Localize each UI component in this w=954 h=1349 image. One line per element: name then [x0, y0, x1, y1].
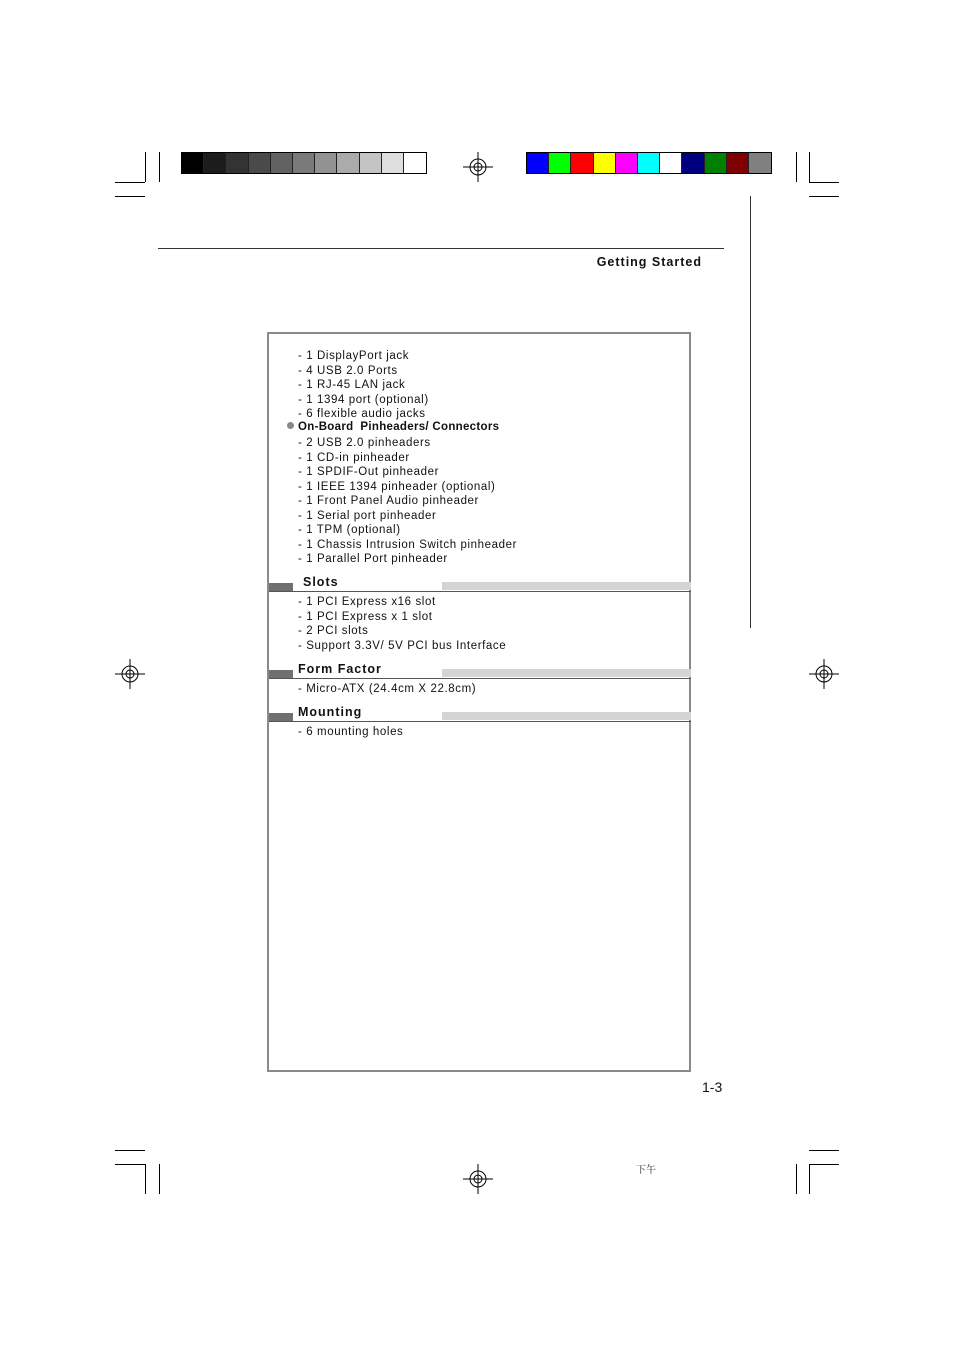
list-item: - 1 Front Panel Audio pinheader: [298, 495, 479, 507]
section-marker: [269, 713, 293, 721]
list-item: - Support 3.3V/ 5V PCI bus Interface: [298, 639, 507, 652]
list-item: - 1 IEEE 1394 pinheader (optional): [298, 480, 496, 493]
list-item: - 2 PCI slots: [298, 625, 369, 637]
crop-mark: [809, 1164, 839, 1165]
color-swatch: [293, 153, 315, 173]
form-factor-heading: Form Factor: [298, 662, 382, 676]
color-swatch: [594, 153, 616, 173]
list-item: - 1 PCI Express x 1 slot: [298, 610, 433, 623]
color-swatch: [337, 153, 359, 173]
list-item: - 1 Chassis Intrusion Switch pinheader: [298, 538, 518, 551]
slots-heading: Slots: [303, 575, 339, 589]
list-item: - 4 USB 2.0 Ports: [298, 364, 398, 377]
section-bar: [442, 669, 691, 677]
crop-mark: [115, 182, 145, 183]
section-rule: [269, 591, 691, 592]
section-rule: [269, 721, 691, 722]
color-swatch: [360, 153, 382, 173]
page-number: 1-3: [702, 1079, 723, 1095]
grayscale-color-bar: [181, 152, 427, 174]
list-item: - 1 1394 port (optional): [298, 393, 429, 406]
list-item: - Micro-ATX (24.4cm X 22.8cm): [298, 683, 477, 695]
specification-box: [267, 332, 691, 1072]
crop-mark: [809, 182, 839, 183]
registration-mark-icon: [809, 659, 839, 689]
onboard-heading-label: On-Board Pinheaders/ Connectors: [298, 421, 500, 433]
color-swatch: [271, 153, 293, 173]
color-swatch: [382, 153, 404, 173]
crop-mark: [796, 152, 797, 182]
section-bar: [442, 582, 691, 590]
crop-mark: [115, 1164, 145, 1165]
color-bar: [526, 152, 772, 174]
color-swatch: [549, 153, 571, 173]
crop-mark: [809, 1164, 810, 1194]
crop-mark: [809, 152, 810, 182]
color-swatch: [204, 153, 226, 173]
list-item: - 1 CD-in pinheader: [298, 451, 410, 464]
crop-mark: [145, 1164, 146, 1194]
list-item: - 1 PCI Express x16 slot: [298, 596, 436, 608]
mounting-heading: Mounting: [298, 705, 363, 719]
bullet-icon: [287, 422, 294, 429]
color-swatch: [682, 153, 704, 173]
print-slug: 下午: [636, 1165, 656, 1176]
section-rule: [269, 678, 691, 679]
crop-mark: [115, 196, 145, 197]
list-item: - 1 DisplayPort jack: [298, 350, 410, 362]
section-marker: [269, 583, 293, 591]
list-item: - 6 mounting holes: [298, 726, 404, 738]
list-item: - 6 flexible audio jacks: [298, 408, 426, 420]
color-swatch: [616, 153, 638, 173]
color-swatch: [404, 153, 426, 173]
header-rule: [158, 248, 724, 249]
crop-mark: [809, 1150, 839, 1151]
section-bar: [442, 712, 691, 720]
crop-mark: [145, 152, 146, 182]
color-swatch: [660, 153, 682, 173]
registration-mark-icon: [463, 152, 493, 182]
section-marker: [269, 670, 293, 678]
color-swatch: [527, 153, 549, 173]
list-item: - 2 USB 2.0 pinheaders: [298, 437, 431, 449]
crop-mark: [796, 1164, 797, 1194]
color-swatch: [182, 153, 204, 173]
color-swatch: [749, 153, 771, 173]
color-swatch: [315, 153, 337, 173]
color-swatch: [638, 153, 660, 173]
crop-mark: [809, 196, 839, 197]
color-swatch: [727, 153, 749, 173]
list-item: - 1 Serial port pinheader: [298, 509, 437, 522]
registration-mark-icon: [115, 659, 145, 689]
list-item: - 1 SPDIF-Out pinheader: [298, 466, 439, 478]
list-item: - 1 TPM (optional): [298, 524, 401, 536]
color-swatch: [226, 153, 248, 173]
color-swatch: [571, 153, 593, 173]
color-swatch: [249, 153, 271, 173]
crop-mark: [159, 152, 160, 182]
list-item: - 1 Parallel Port pinheader: [298, 553, 448, 565]
color-swatch: [705, 153, 727, 173]
crop-mark: [159, 1164, 160, 1194]
crop-mark: [115, 1150, 145, 1151]
side-rule: [750, 196, 751, 628]
registration-mark-icon: [463, 1164, 493, 1194]
onboard-connectors-heading: [287, 421, 499, 433]
list-item: - 1 RJ-45 LAN jack: [298, 379, 406, 391]
page-title: Getting Started: [596, 255, 702, 269]
